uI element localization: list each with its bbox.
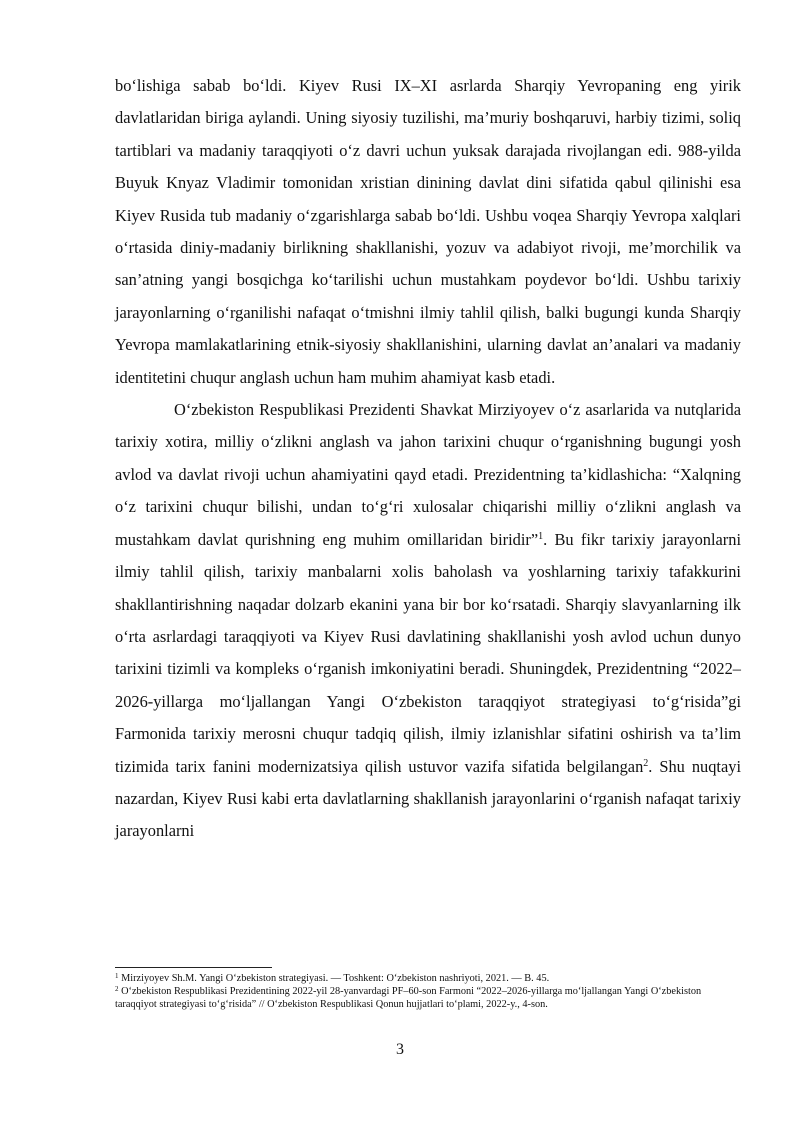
footnote-text: O‘zbekiston Respublikasi Prezidentining 2022-yil 28-yanvardagi PF–60-son Farmoni “2022–2026-yillarga mo‘ljallangan Yangi O‘zbekiston taraqqiyot strategiyasi to‘g‘risida” // O‘zbekiston Respublikasi Qonun hujjatlari to‘plami, 2022-y., 4-son. <box>115 986 702 1011</box>
footnote-ref-2[interactable]: 2 <box>643 757 649 769</box>
footnote-1 <box>115 972 741 985</box>
paragraph-2-part-3: . Shu nuqtayi nazardan, Kiyev Rusi kabi erta davlatlarning shakllanish jarayonlarini o‘rganish nafaqat tarixiy jarayonlarni <box>115 756 742 841</box>
footnote-text: Mirziyoyev Sh.M. Yangi O‘zbekiston strategiyasi. — Toshkent: O‘zbekiston nashriyoti, 2021. — B. 45. <box>121 973 550 984</box>
footnote-mark: 1 <box>115 972 119 980</box>
footnote-divider <box>115 967 272 968</box>
paragraph-2-part-1: O‘zbekiston Respublikasi Prezidenti Shavkat Mirziyoyev o‘z asarlarida va nutqlarida tarixiy xotira, milliy o‘zlikni anglash va jahon tarixini chuqur o‘rganishning bugungi yosh avlod va davlat rivoji uchun ahamiyatini qayd etadi. Prezidentning ta’kidlashicha: “Xalqning o‘z tarixini chuqur bilishi, undan to‘g‘ri xulosalar chiqarishi milliy o‘zlikni anglash va mustahkam davlat qurishning eng muhim omillaridan biridir” <box>115 400 741 549</box>
footnote-2 <box>115 985 741 1011</box>
footnote-mark: 2 <box>115 985 119 994</box>
page-body <box>115 70 741 848</box>
paragraph-1: bo‘lishiga sabab bo‘ldi. Kiyev Rusi IX–XI asrlarda Sharqiy Yevropaning eng yirik davlatlaridan biriga aylandi. Uning siyosiy tuzilishi, ma’muriy boshqaruvi, harbiy tizimi, soliq tartiblari va madaniy taraqqiyoti o‘z davri uchun yuksak darajada rivojlangan edi. 988-yilda Buyuk Knyaz Vladimir tomonidan xristian dinining davlat dini sifatida qabul qilinishi esa Kiyev Rusida tub madaniy o‘zgarishlarga sabab bo‘ldi. Ushbu voqea Sharqiy Yevropa xalqlari o‘rtasida diniy-madaniy birlikning shakllanishi, yozuv va adabiyot rivoji, me’morchilik va san’atning yangi bosqichga ko‘tarilishi uchun mustahkam poydevor bo‘ldi. Ushbu tarixiy jarayonlarning o‘rganilishi nafaqat o‘tmishni ilmiy tahlil qilish, balki bugungi kunda Sharqiy Yevropa mamlakatlarining etnik-siyosiy shakllanishini, ularning davlat an’analari va madaniy identitetini chuqur anglash uchun ham muhim ahamiyat kasb etadi. <box>115 76 741 387</box>
footnotes-section <box>115 967 741 1012</box>
paragraph-2-part-2: . Bu fikr tarixiy jarayonlarni ilmiy tahlil qilish, tarixiy manbalarni xolis baholash va yoshlarning tarixiy tafakkurini shakllantirishning naqadar dolzarb ekanini yana bir bor ko‘rsatadi. Sharqiy slavyanlarning ilk o‘rta asrlardagi taraqqiyoti va Kiyev Rusi davlatining shakllanishi yosh avlod uchun dunyo tarixini tizimli va kompleks o‘rganish imkoniyatini beradi. Shuningdek, Prezidentning “2022–2026-yillarga mo‘ljallangan Yangi O‘zbekiston taraqqiyot strategiyasi to‘g‘risida”gi Farmonida tarixiy merosni chuqur tadqiq qilish, ilmiy izlanishlar sifatini oshirish va ta’lim tizimida tarix fanini modernizatsiya qilish ustuvor vazifa sifatida belgilangan <box>115 529 741 776</box>
paragraph-2 <box>115 394 741 848</box>
footnote-ref-1[interactable]: 1 <box>538 530 544 542</box>
page-number: 3 <box>396 1041 404 1058</box>
